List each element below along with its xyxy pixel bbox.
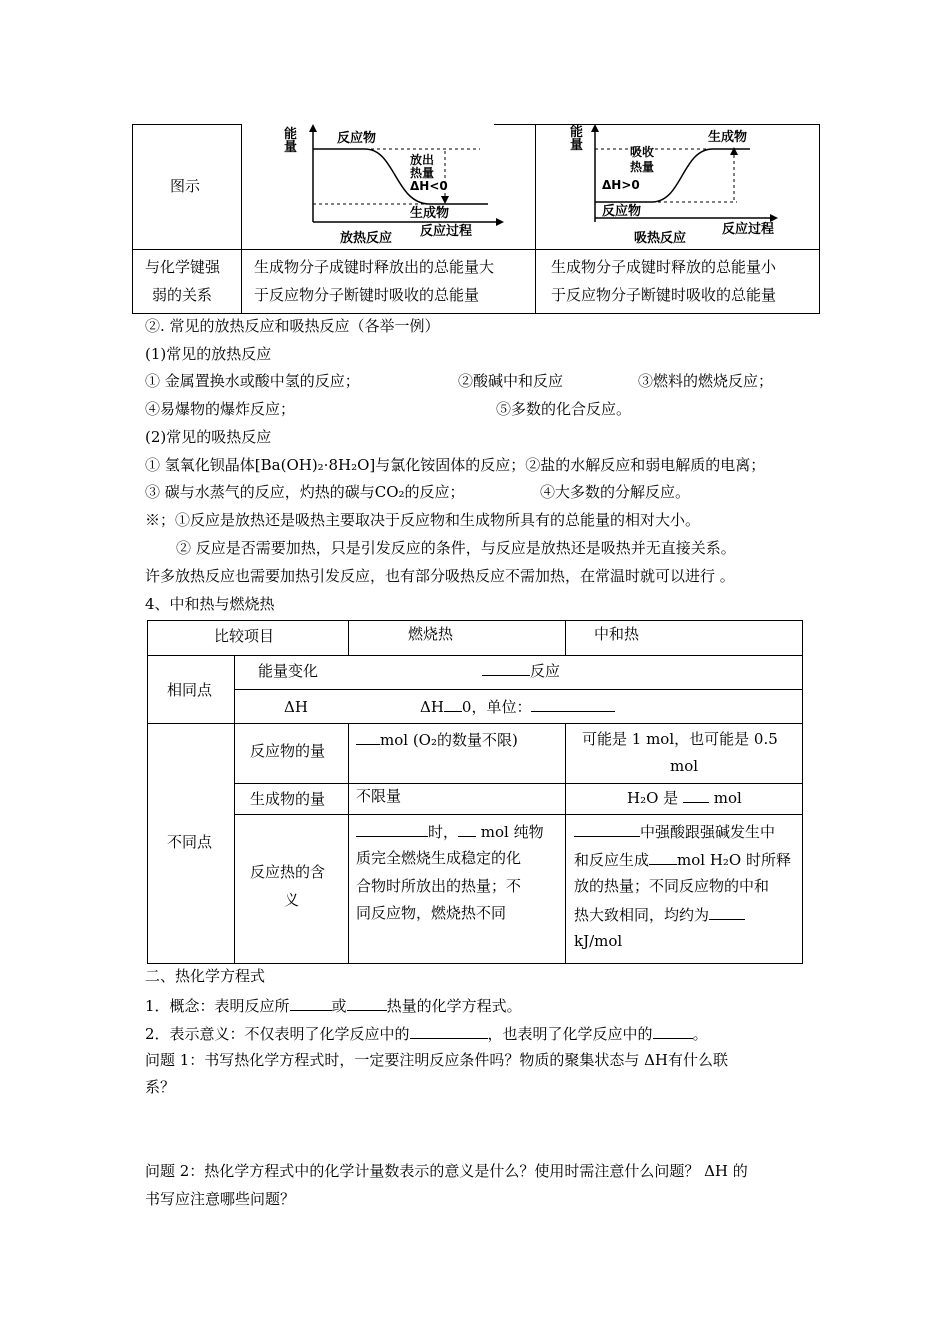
exo-reactant-label: 反应物 [337, 131, 377, 146]
endo-dh-label: ΔH>0 [602, 178, 640, 192]
row-label-bond-1: 与化学键强 [145, 258, 221, 276]
diff-label: 不同点 [167, 833, 213, 851]
section-heading: ②. 常见的放热反应和吸热反应（各举一例） [145, 317, 440, 335]
meaning-label-1: 反应热的含 [250, 863, 326, 881]
col-header-neutralization: 中和热 [594, 625, 640, 643]
exothermic-diagram [270, 124, 510, 244]
exo-caption: 放热反应 [340, 231, 393, 244]
comb-meaning-3: 合物时所放出的热量；不 [356, 877, 522, 895]
exo-x-axis-label: 反应过程 [420, 224, 473, 239]
comb-meaning-2: 质完全燃烧生成稳定的化 [356, 849, 522, 867]
exo-item-2: ②酸碱中和反应 [458, 372, 564, 390]
exo-item-3: ③燃料的燃烧反应； [638, 372, 774, 390]
note-1: ※；①反应是放热还是吸热主要取决于反应物和生成物所具有的总能量的相对大小。 [145, 511, 701, 529]
energy-change-label: 能量变化 [258, 662, 319, 680]
exo-relation-1: 生成物分子成键时释放出的总能量大 [254, 258, 495, 276]
note-3: 许多放热反应也需要加热引发反应，也有部分吸热反应不需加热，在常温时就可以进行 。 [145, 567, 735, 585]
energy-curve [313, 149, 488, 204]
neut-meaning-2: 和反应生成 mol H₂O 时所释 [574, 848, 791, 870]
row-label-bond-2: 弱的关系 [152, 286, 213, 304]
exo-product-label: 生成物 [410, 206, 450, 221]
question-1-line-1: 问题 1：书写热化学方程式时，一定要注明反应条件吗？物质的聚集状态与 ΔH有什么联 [145, 1051, 728, 1069]
exo-item-1: ① 金属置换水或酸中氢的反应； [145, 372, 360, 390]
exo-item-5: ⑤多数的化合反应。 [496, 400, 632, 418]
concept-line: 1．概念：表明反应所 或 热量的化学方程式。 [145, 994, 522, 1016]
part2-heading: 二、热化学方程式 [145, 967, 266, 985]
endo-y-axis-2: 量 [570, 138, 584, 153]
endo-caption: 吸热反应 [634, 231, 687, 244]
neut-meaning-3: 放的热量；不同反应物的中和 [574, 877, 770, 895]
neut-meaning-5: kJ/mol [574, 932, 623, 950]
endo-x-axis-label: 反应过程 [722, 222, 775, 237]
neut-product: H₂O 是 mol [627, 786, 742, 808]
endothermic-diagram [562, 124, 802, 244]
neut-reactant-1: 可能是 1 mol，也可能是 0.5 [582, 730, 778, 748]
energy-curve [595, 149, 750, 202]
comb-meaning-1: 时， mol 纯物 [356, 820, 544, 842]
exo-release-1: 放出 [410, 153, 435, 167]
question-2-line-2: 书写应注意哪些问题？ [145, 1190, 296, 1208]
exo-item-4: ④易爆物的爆炸反应； [145, 400, 296, 418]
endo-item-3: ④大多数的分解反应。 [540, 483, 691, 501]
same-label: 相同点 [167, 681, 213, 699]
endo-heading: (2)常见的吸热反应 [145, 428, 272, 446]
endo-item-2: ③ 碳与水蒸气的反应，灼热的碳与CO₂的反应； [145, 483, 465, 501]
question-1-line-2: 系？ [145, 1078, 176, 1096]
dh-value: ΔH 0，单位： [420, 695, 615, 717]
endo-product-label: 生成物 [708, 130, 748, 145]
col-header-combustion: 燃烧热 [408, 625, 454, 643]
neut-meaning-4: 热大致相同，均约为 [574, 903, 745, 925]
endo-absorb-2: 热量 [630, 160, 655, 174]
section4-heading: 4、中和热与燃烧热 [145, 595, 275, 613]
neut-reactant-2: mol [670, 757, 699, 775]
endo-item-1: ① 氢氧化钡晶体[Ba(OH)₂·8H₂O]与氯化铵固体的反应；②盐的水解反应和弱电解质的电离； [145, 456, 766, 474]
endo-relation-1: 生成物分子成键时释放的总能量小 [551, 258, 777, 276]
exo-release-2: 热量 [410, 166, 435, 180]
comb-reactant: mol (O₂的数量不限) [356, 728, 518, 750]
endo-absorb-1: 吸收 [630, 145, 655, 159]
question-2-line-1: 问题 2：热化学方程式中的化学计量数表示的意义是什么？使用时需注意什么问题？ ΔH 的 [145, 1162, 748, 1180]
comb-product: 不限量 [356, 787, 402, 805]
endo-y-axis-1: 能 [570, 125, 584, 140]
exo-y-axis-2: 量 [284, 140, 298, 155]
meaning-label-2: 义 [284, 891, 300, 909]
product-amount-label: 生成物的量 [250, 790, 326, 808]
note-2: ② 反应是否需要加热，只是引发反应的条件，与反应是放热还是吸热并无直接关系。 [176, 539, 736, 557]
endo-reactant-label: 反应物 [602, 204, 642, 219]
col-header-item: 比较项目 [214, 627, 275, 645]
dh-label: ΔH [284, 698, 308, 716]
reactant-amount-label: 反应物的量 [250, 742, 326, 760]
endo-relation-2: 于反应物分子断键时吸收的总能量 [551, 286, 777, 304]
meaning-line: 2．表示意义：不仅表明了化学反应中的 ，也表明了化学反应中的 。 [145, 1022, 708, 1044]
exo-heading: (1)常见的放热反应 [145, 345, 272, 363]
neut-meaning-1: 中强酸跟强碱发生中 [574, 820, 775, 842]
row-label-diagram: 图示 [170, 177, 201, 195]
energy-change-value: 反应 [482, 659, 560, 681]
exo-y-axis-1: 能 [284, 127, 298, 142]
exo-relation-2: 于反应物分子断键时吸收的总能量 [254, 286, 480, 304]
comb-meaning-4: 同反应物，燃烧热不同 [356, 904, 507, 922]
exo-dh-label: ΔH<0 [410, 179, 448, 193]
